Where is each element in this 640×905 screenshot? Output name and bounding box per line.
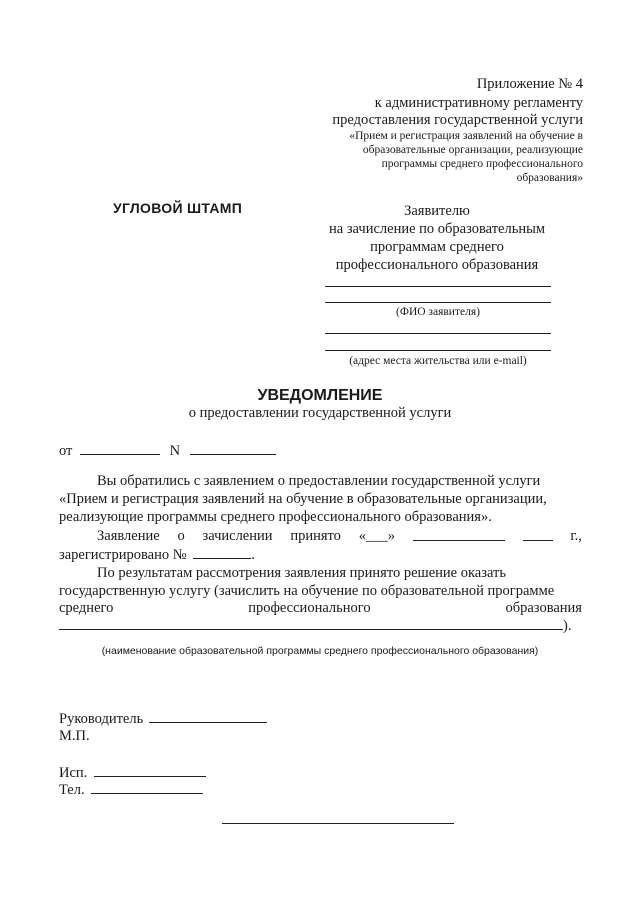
registered-line (59, 546, 255, 564)
body-line: реализующие программы среднего профессионального образования». (59, 509, 492, 525)
program-name-blank (59, 617, 563, 630)
body-line: государственную услугу (зачислить на обучение по образовательной программе (59, 583, 555, 599)
body-word: образования (505, 600, 582, 616)
day-quote: «___» (358, 528, 395, 544)
accepted-line (97, 528, 582, 545)
bottom-divider (222, 823, 454, 824)
year-suffix: г., (570, 528, 582, 544)
date-blank (80, 442, 160, 455)
number-label: N (169, 443, 181, 459)
date-number-row (59, 442, 276, 460)
name-field-line (325, 286, 551, 287)
body-line (97, 565, 582, 582)
body-text: Вы обратились с заявлением о предоставлении государственной услуги (97, 473, 541, 489)
recipient-line: Заявителю (404, 203, 470, 219)
recipient-line: программам среднего (370, 239, 504, 255)
closing-paren: ). (563, 618, 572, 634)
corner-stamp-label: УГЛОВОЙ ШТАМП (113, 200, 243, 216)
appendix-number: Приложение № 4 (476, 76, 583, 92)
executor-label: Исп. (59, 765, 88, 781)
seal-label: М.П. (59, 728, 90, 744)
body-word: принято (290, 528, 341, 544)
month-blank (413, 528, 505, 541)
body-line (59, 600, 582, 617)
appendix-ref-line: программы среднего профессионального (381, 158, 583, 170)
head-signature-blank (149, 710, 267, 723)
head-label: Руководитель (59, 711, 144, 727)
body-word: о (177, 528, 185, 544)
appendix-ref-line: предоставления государственной услуги (332, 112, 583, 128)
executor-blank (94, 764, 206, 777)
address-field-line (325, 350, 551, 351)
phone-row (59, 781, 203, 799)
from-label: от (59, 443, 73, 459)
head-signature-row (59, 710, 267, 728)
body-line (97, 473, 582, 490)
address-caption: (адрес места жительства или e-mail) (349, 355, 527, 367)
appendix-ref-line: «Прием и регистрация заявлений на обучение в (349, 130, 583, 142)
recipient-line: профессионального образования (335, 257, 539, 273)
phone-blank (91, 781, 203, 794)
body-word: профессионального (248, 600, 371, 616)
executor-row (59, 764, 206, 782)
recipient-line: на зачисление по образовательным (329, 221, 545, 237)
registration-number-blank (193, 546, 251, 559)
appendix-ref-line: образования» (516, 172, 583, 184)
phone-label: Тел. (59, 782, 85, 798)
registered-label: зарегистрировано № (59, 547, 187, 563)
number-blank (190, 442, 276, 455)
notice-title: УВЕДОМЛЕНИЕ (257, 387, 383, 404)
appendix-ref-line: к административному регламенту (374, 95, 583, 111)
appendix-ref-line: образовательные организации, реализующие (362, 144, 583, 156)
body-line: «Прием и регистрация заявлений на обучение в образовательные организации, (59, 491, 547, 507)
period: . (251, 547, 255, 563)
name-field-line (325, 302, 551, 303)
program-line (59, 617, 571, 635)
name-caption: (ФИО заявителя) (396, 306, 480, 318)
body-word: среднего (59, 600, 114, 616)
body-word: зачислении (202, 528, 273, 544)
address-field-line (325, 333, 551, 334)
body-text: По результатам рассмотрения заявления принято решение оказать (97, 565, 506, 581)
notice-subtitle: о предоставлении государственной услуги (188, 405, 452, 421)
body-word: Заявление (97, 528, 160, 544)
program-caption: (наименование образовательной программы среднего профессионального образования) (101, 645, 539, 657)
year-blank (523, 528, 553, 541)
